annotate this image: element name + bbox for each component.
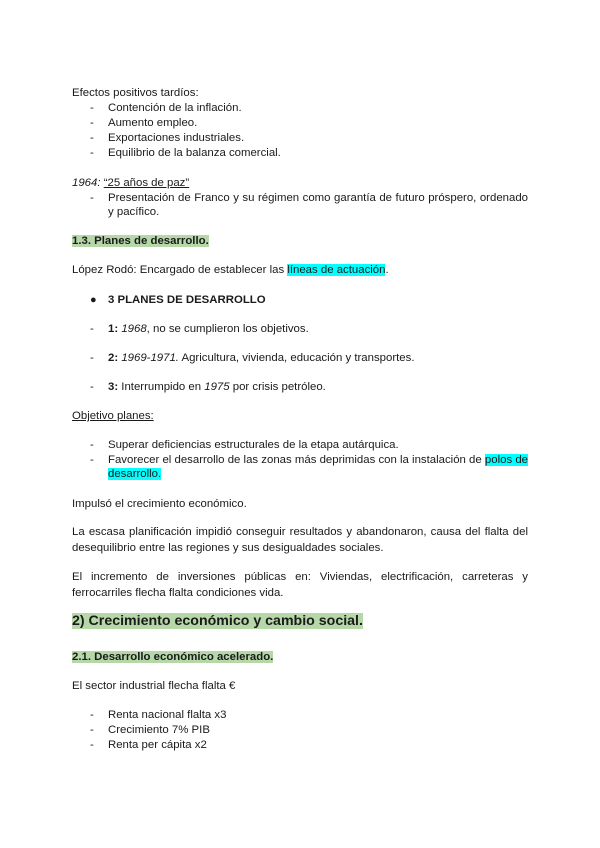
dash: - <box>90 117 94 129</box>
subheading-text: 2.1. Desarrollo económico acelerado. <box>72 651 274 663</box>
lopez-line <box>72 263 389 277</box>
objetivo-title: Objetivo planes: <box>72 410 154 422</box>
paragraph-impulso: Impulsó el crecimiento económico. <box>72 498 247 510</box>
dash: - <box>90 739 94 751</box>
plan-1-year: 1968 <box>121 323 147 335</box>
paz-year: 1964: <box>72 177 101 189</box>
subsection-heading-desarrollo <box>72 650 273 664</box>
plan-2-text: Agricultura, vivienda, educación y transportes. <box>178 352 415 364</box>
lopez-highlight: líneas de actuación <box>287 264 386 276</box>
paragraph-planificacion: La escasa planificación impidió conseguir resultados y abandonaron, causa del flalta del desequilibrio entre las regiones y sus desigualdades sociales. <box>72 526 528 554</box>
plan-3-year: 1975 <box>204 381 230 393</box>
heading-text: 1.3. Planes de desarrollo. <box>72 235 209 247</box>
plan-3 <box>108 380 326 394</box>
plan-2-year: 1969-1971. <box>121 352 179 364</box>
dash: - <box>90 147 94 159</box>
lopez-suffix: . <box>385 264 389 276</box>
paz-quote: “25 años de paz” <box>103 177 190 189</box>
objetivo-item-2-text: Favorecer el desarrollo de las zonas más deprimidas con la instalación de <box>108 454 485 466</box>
plan-1 <box>108 322 309 336</box>
plan-1-text: , no se cumplieron los objetivos. <box>146 323 309 335</box>
heading-text: 2) Crecimiento económico y cambio social. <box>72 613 363 629</box>
planes-bullet-title: 3 PLANES DE DESARROLLO <box>108 294 266 306</box>
list-item: Exportaciones industriales. <box>108 132 245 144</box>
plan-3-suffix: por crisis petróleo. <box>229 381 326 393</box>
dash: - <box>90 454 94 466</box>
paragraph-inversiones: El incremento de inversiones públicas en: Viviendas, electrificación, carreteras y ferrocarriles flecha flalta condiciones vida. <box>72 571 528 599</box>
section-heading-crecimiento <box>72 612 363 630</box>
lopez-prefix: López Rodó: Encargado de establecer las <box>72 264 288 276</box>
plan-2 <box>108 351 415 365</box>
plan-1-num: 1: <box>108 323 119 335</box>
list-item: Renta nacional flalta x3 <box>108 709 227 721</box>
list-item: Crecimiento 7% PIB <box>108 724 210 736</box>
list-item: Contención de la inflación. <box>108 102 242 114</box>
dash: - <box>90 381 94 393</box>
list-item: Renta per cápita x2 <box>108 739 207 751</box>
objetivo-item-2 <box>108 453 528 481</box>
dash: - <box>90 352 94 364</box>
objetivo-highlight-a: polos de <box>484 454 528 466</box>
list-item: Aumento empleo. <box>108 117 198 129</box>
list-item: Equilibrio de la balanza comercial. <box>108 147 281 159</box>
crecimiento-intro: El sector industrial flecha flalta € <box>72 680 236 692</box>
section-heading-planes <box>72 234 209 248</box>
efectos-title: Efectos positivos tardíos: <box>72 87 199 99</box>
bullet-icon: ● <box>90 294 97 306</box>
dash: - <box>90 102 94 114</box>
dash: - <box>90 192 94 204</box>
plan-2-num: 2: <box>108 352 119 364</box>
dash: - <box>90 323 94 335</box>
plan-3-num: 3: <box>108 381 119 393</box>
dash: - <box>90 132 94 144</box>
plan-3-prefix: Interrumpido en <box>118 381 205 393</box>
objetivo-item-1: Superar deficiencias estructurales de la etapa autárquica. <box>108 439 399 451</box>
objetivo-highlight-b: desarrollo. <box>108 468 162 480</box>
dash: - <box>90 724 94 736</box>
paz-item: Presentación de Franco y su régimen como garantía de futuro próspero, ordenado y pacífico. <box>108 192 528 218</box>
paz-line <box>72 176 189 190</box>
dash: - <box>90 709 94 721</box>
dash: - <box>90 439 94 451</box>
